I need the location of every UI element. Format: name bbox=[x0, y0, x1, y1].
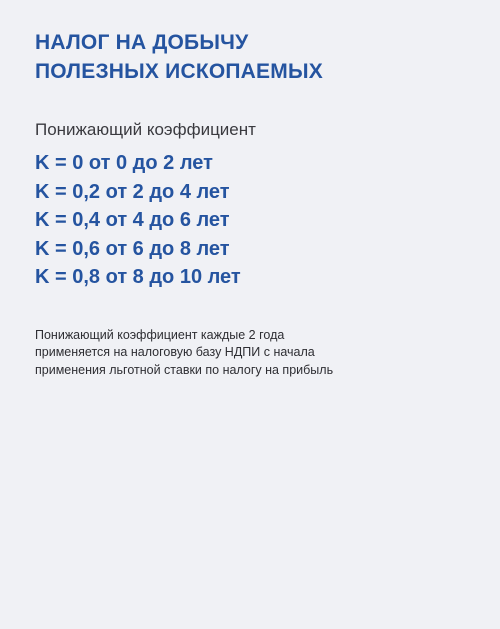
footnote-line-2: применяется на налоговую базу НДПИ с начала bbox=[35, 345, 315, 359]
page-title bbox=[35, 28, 466, 86]
coefficient-item: K = 0,6 от 6 до 8 лет bbox=[35, 237, 230, 260]
footnote-line-3: применения льготной ставки по налогу на прибыль bbox=[35, 362, 334, 377]
subtitle: Понижающий коэффициент bbox=[35, 120, 256, 139]
title-line-1: НАЛОГ НА ДОБЫЧУ bbox=[35, 31, 249, 54]
coefficient-item: K = 0,8 от 8 до 10 лет bbox=[35, 266, 241, 288]
coefficient-item: K = 0,2 от 2 до 4 лет bbox=[35, 180, 230, 203]
footnote-line-1: Понижающий коэффициент каждые 2 года bbox=[35, 327, 285, 342]
footnote bbox=[35, 327, 375, 380]
coefficient-list bbox=[35, 149, 466, 292]
title-line-2: ПОЛЕЗНЫХ ИСКОПАЕМЫХ bbox=[35, 60, 323, 83]
coefficient-item: K = 0,4 от 4 до 6 лет bbox=[35, 209, 230, 231]
coefficient-item: K = 0 от 0 до 2 лет bbox=[35, 152, 213, 174]
